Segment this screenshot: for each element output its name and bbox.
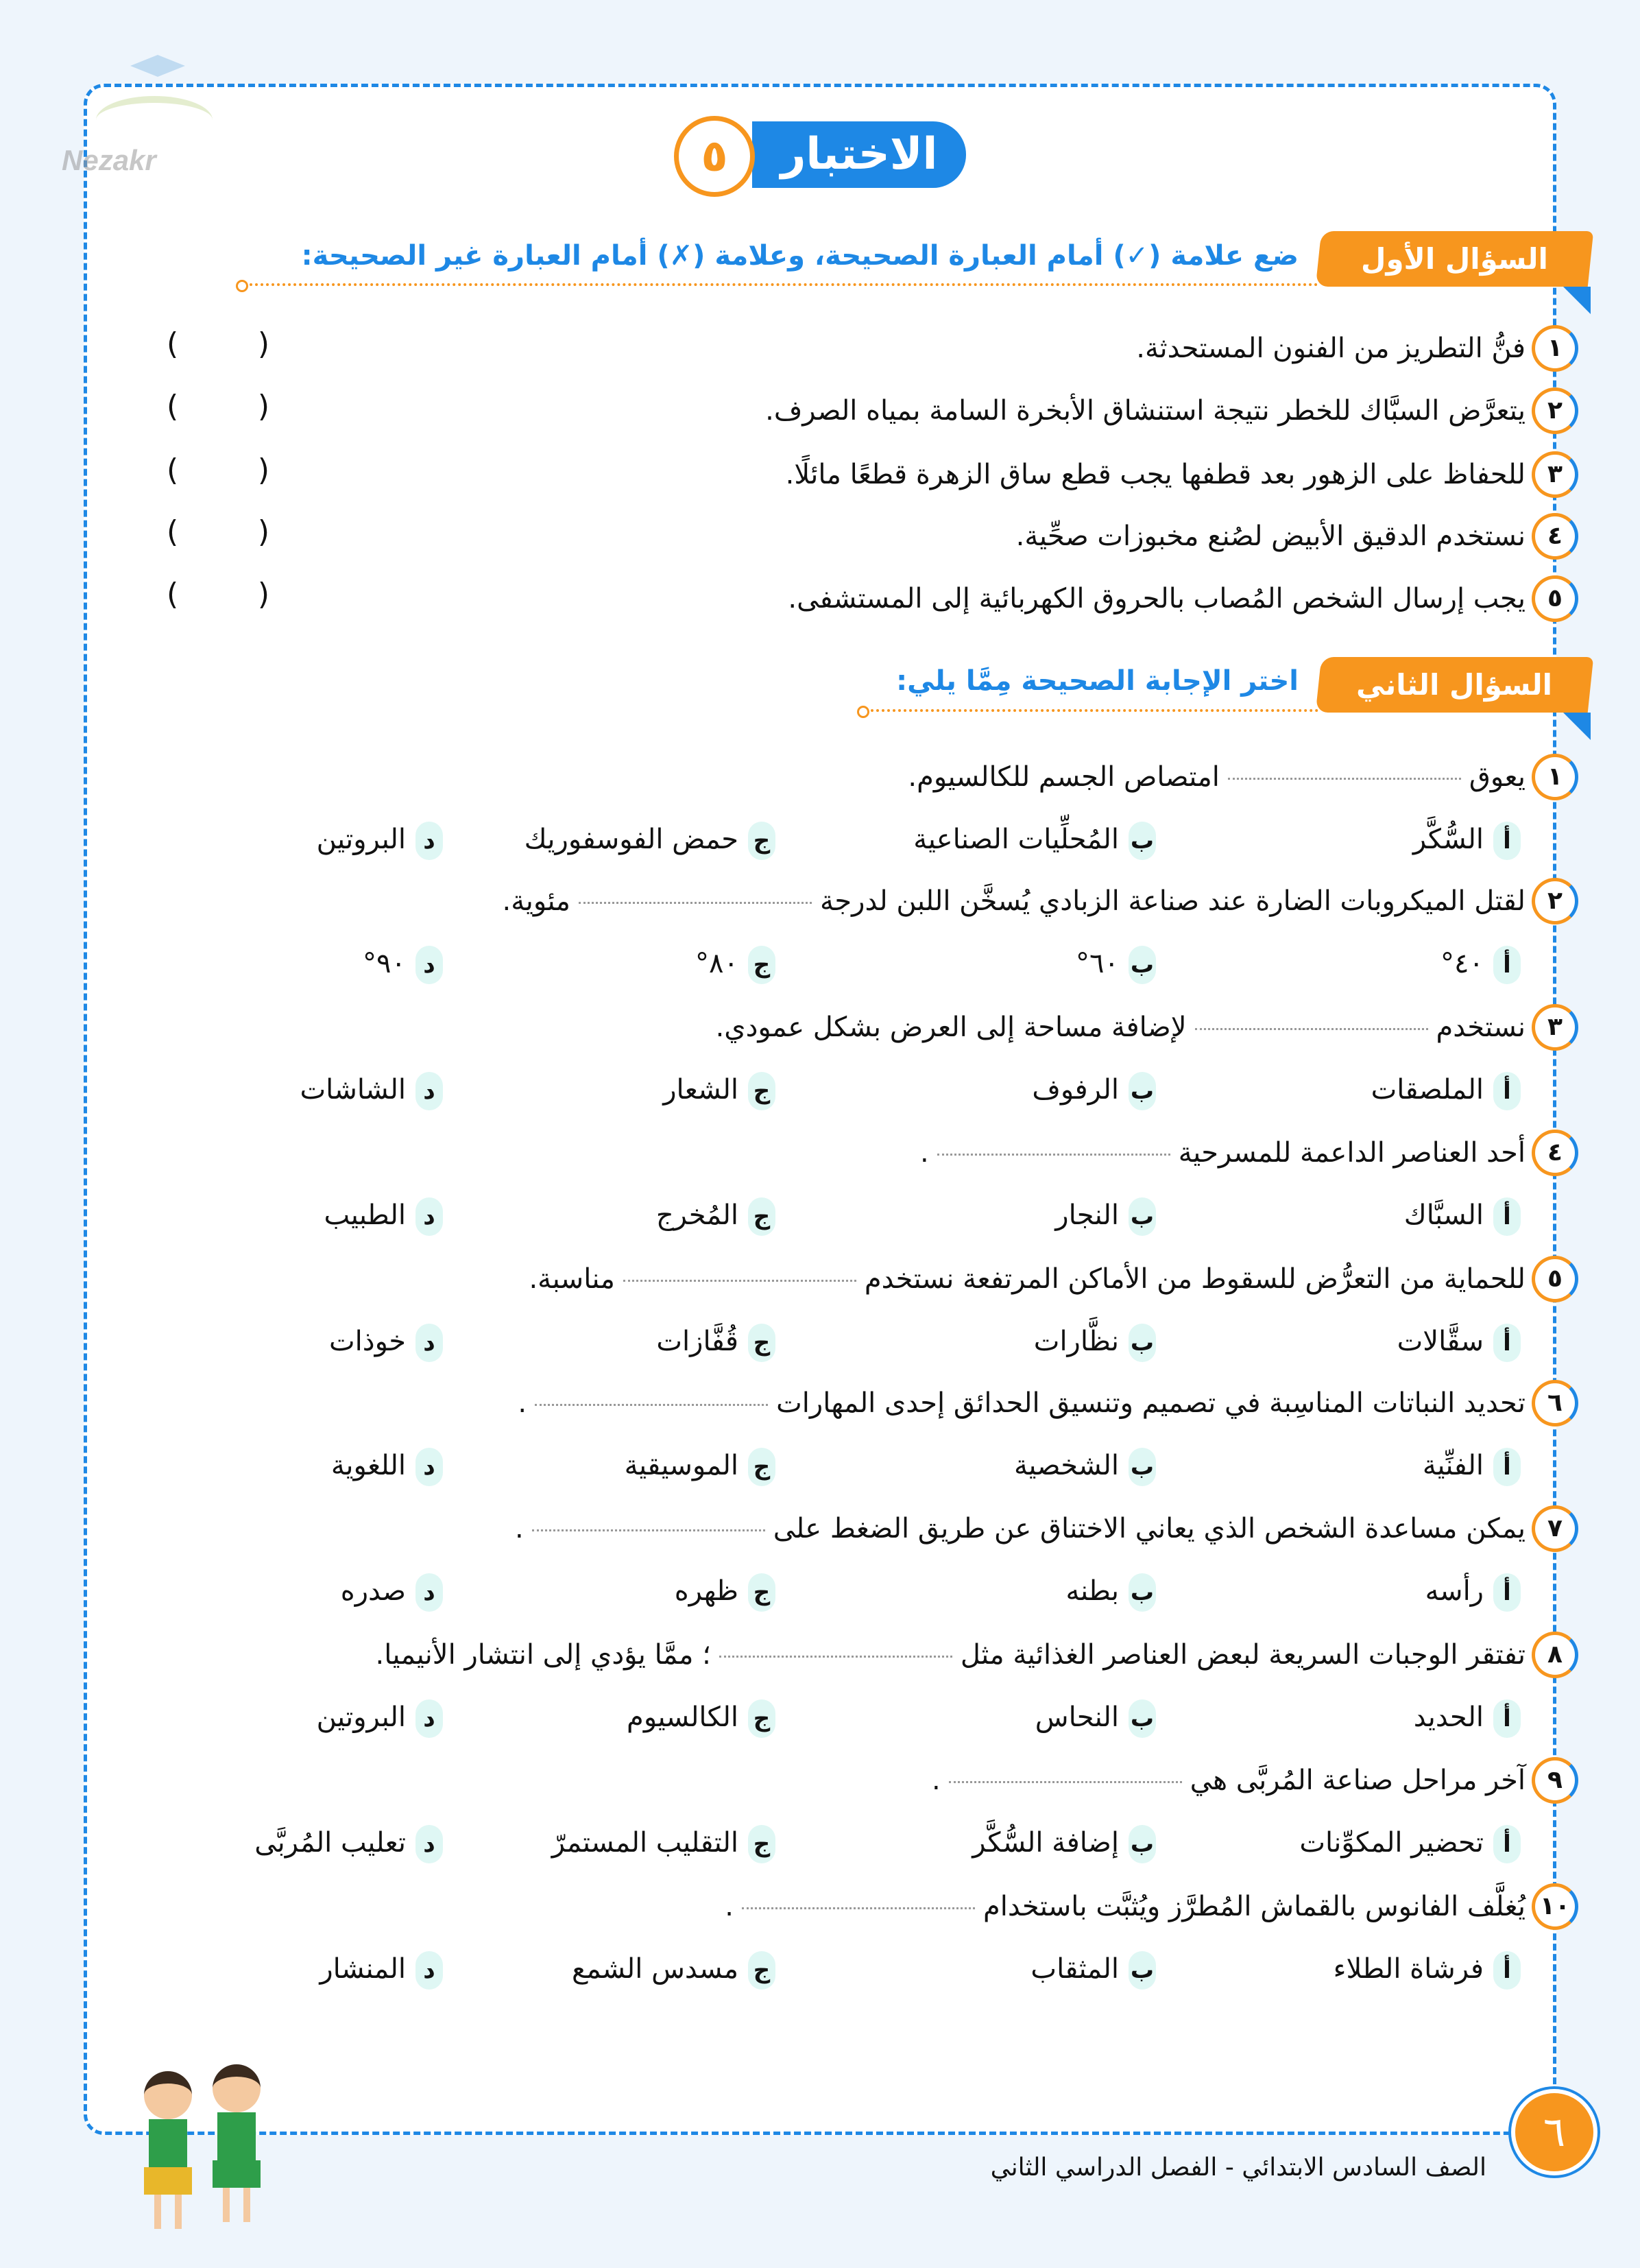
answer-blank[interactable] (1228, 778, 1461, 780)
question-text-after: ؛ ممَّا يؤدي إلى انتشار الأنيميا. (375, 1639, 711, 1671)
answer-option[interactable] (1397, 1321, 1521, 1362)
option-text: النجار (1055, 1199, 1119, 1231)
question-text (376, 1634, 1526, 1675)
question-text-before: يُغلَّف الفانوس بالقماش المُطرَّز ويُثبَّت باستخدام (983, 1891, 1526, 1922)
question-text (932, 1760, 1526, 1801)
option-letter: أ (1493, 1573, 1521, 1612)
option-text: ٨٠° (695, 948, 738, 979)
answer-option[interactable] (627, 1697, 775, 1738)
question-text-after: امتصاص الجسم للكالسيوم. (908, 761, 1220, 793)
option-letter: ب (1129, 1324, 1156, 1362)
option-text: الرفوف (1032, 1074, 1119, 1106)
answer-option[interactable] (552, 1822, 775, 1863)
option-text: إضافة السُّكَّر (972, 1827, 1119, 1859)
option-text: ٦٠° (1076, 948, 1119, 979)
answer-option[interactable] (254, 1822, 443, 1863)
paren-close: ) (257, 326, 269, 361)
question-text-after: . (931, 1765, 941, 1796)
paren-open: ( (167, 577, 179, 612)
answer-option[interactable] (1425, 1571, 1521, 1612)
question-number: ٣ (1532, 1004, 1578, 1051)
question-text-after: . (725, 1891, 734, 1922)
answer-option[interactable] (663, 1069, 775, 1110)
question-text-before: تفتقر الوجبات السريعة لبعض العناصر الغذائية مثل (960, 1639, 1526, 1671)
answer-option[interactable] (1404, 1195, 1521, 1236)
answer-option[interactable] (1371, 1069, 1521, 1110)
question-text (725, 1886, 1526, 1927)
option-text: الشعار (663, 1074, 738, 1106)
question-text-after: . (514, 1513, 524, 1544)
paren-close: ) (257, 389, 269, 424)
option-text: الشاشات (300, 1074, 406, 1106)
question-text-before: يمكن مساعدة الشخص الذي يعاني الاختناق عن طريق الضغط على (773, 1513, 1526, 1544)
answer-option[interactable] (319, 1948, 443, 1990)
divider-line (244, 283, 1318, 286)
option-text: اللغوية (330, 1450, 406, 1481)
divider-line (865, 709, 1318, 712)
option-text: سقَّالات (1397, 1326, 1484, 1357)
option-text: الحديد (1413, 1702, 1484, 1733)
option-text: البروتين (316, 824, 406, 855)
answer-option[interactable] (329, 1321, 443, 1362)
option-text: فرشاة الطلاء (1333, 1953, 1484, 1985)
option-text: صدره (340, 1575, 406, 1607)
answer-blank[interactable] (719, 1656, 952, 1658)
answer-option[interactable] (1066, 1571, 1156, 1612)
statement-text: للحفاظ على الزهور بعد قطفها يجب قطع ساق الزهرة قطعًا مائلًا. (785, 459, 1526, 490)
publisher-logo (55, 55, 254, 185)
question-text-before: نستخدم (1436, 1012, 1526, 1043)
option-text: ٤٠° (1440, 948, 1484, 979)
option-letter: ج (748, 1951, 775, 1990)
option-text: الشخصية (1013, 1450, 1119, 1481)
question-text (529, 1258, 1526, 1300)
answer-option[interactable] (625, 1445, 775, 1486)
answer-option[interactable] (1035, 1697, 1156, 1738)
paren-open: ( (167, 326, 179, 361)
question-number: ٥ (1532, 575, 1578, 622)
answer-option[interactable] (1423, 1445, 1521, 1486)
answer-option[interactable] (656, 1321, 775, 1362)
option-letter: ج (748, 1197, 775, 1236)
option-text: البروتين (316, 1702, 406, 1733)
statement-text: فنُّ التطريز من الفنون المستحدثة. (1136, 333, 1526, 364)
exam-title: الاختبار (752, 121, 966, 188)
answer-blank[interactable] (949, 1781, 1182, 1783)
answer-option[interactable] (1055, 1195, 1156, 1236)
option-letter: د (415, 822, 443, 860)
statement-text: يتعرَّض السبَّاك للخطر نتيجة استنشاق الأبخرة السامة بمياه الصرف. (765, 395, 1526, 427)
tab-corner (1563, 713, 1591, 740)
question-text-before: يعوق (1469, 761, 1526, 793)
answer-option[interactable] (1413, 819, 1521, 860)
answer-option[interactable] (572, 1948, 775, 1990)
question-number: ٤ (1532, 513, 1578, 560)
option-text: المنشار (319, 1953, 406, 1985)
question-number: ١٠ (1532, 1883, 1578, 1930)
divider-dot (857, 706, 869, 718)
option-letter: ب (1129, 1699, 1156, 1738)
statement-text: يجب إرسال الشخص المُصاب بالحروق الكهربائية إلى المستشفى. (788, 583, 1526, 614)
option-text: الفنِّية (1422, 1450, 1484, 1481)
question-text (503, 881, 1526, 922)
answer-option[interactable] (1076, 943, 1156, 984)
question-number: ٨ (1532, 1632, 1578, 1678)
question-number: ٥ (1532, 1256, 1578, 1302)
page-number: ٦ (1515, 2093, 1593, 2171)
option-letter: ج (748, 946, 775, 984)
question-text-before: تحديد النباتات المناسِبة في تصميم وتنسيق الحدائق إحدى المهارات (776, 1387, 1526, 1419)
option-text: حمض الفوسفوريك (524, 824, 738, 855)
answer-option[interactable] (341, 1571, 443, 1612)
question-number: ٢ (1532, 878, 1578, 924)
answer-option[interactable] (524, 819, 775, 860)
option-letter: د (415, 946, 443, 984)
option-letter: أ (1493, 1197, 1521, 1236)
answer-blank[interactable] (532, 1529, 765, 1531)
answer-parentheses[interactable] (167, 453, 269, 488)
option-letter: د (415, 1573, 443, 1612)
answer-parentheses[interactable] (167, 514, 269, 549)
question-text-before: أحد العناصر الداعمة للمسرحية (1178, 1137, 1526, 1169)
question-text (716, 1007, 1526, 1048)
divider-dot (236, 280, 248, 292)
answer-option[interactable] (317, 819, 443, 860)
question-text-before: للحماية من التعرُّض للسقوط من الأماكن المرتفعة نستخدم (864, 1263, 1526, 1295)
option-text: الكالسيوم (627, 1702, 738, 1733)
answer-blank[interactable] (1195, 1028, 1428, 1030)
option-text: الموسيقية (624, 1450, 738, 1481)
answer-option[interactable] (1030, 1948, 1156, 1990)
answer-option[interactable] (913, 819, 1156, 860)
option-text: قُفَّازات (656, 1326, 738, 1357)
question-number: ١ (1532, 754, 1578, 800)
paren-close: ) (257, 577, 269, 612)
paren-open: ( (167, 453, 179, 488)
option-text: النحاس (1035, 1702, 1119, 1733)
option-letter: د (415, 1197, 443, 1236)
option-letter: أ (1493, 822, 1521, 860)
answer-option[interactable] (363, 943, 443, 984)
question-text (908, 756, 1526, 798)
option-letter: ب (1129, 1448, 1156, 1486)
option-letter: أ (1493, 946, 1521, 984)
option-text: السُّكَّر (1412, 824, 1484, 855)
answer-option[interactable] (656, 1195, 775, 1236)
question-number: ٤ (1532, 1130, 1578, 1176)
option-text: السبَّاك (1403, 1199, 1484, 1231)
answer-option[interactable] (1034, 1321, 1156, 1362)
answer-parentheses[interactable] (167, 389, 269, 424)
option-letter: أ (1493, 1825, 1521, 1863)
question-text (518, 1383, 1526, 1424)
option-letter: ب (1129, 1573, 1156, 1612)
question-2-instruction: اختر الإجابة الصحيحة مِمَّا يلي: (896, 665, 1299, 697)
option-text: الطبيب (324, 1199, 406, 1231)
question-text (920, 1132, 1526, 1173)
question-number: ١ (1532, 325, 1578, 372)
question-text (515, 1508, 1526, 1549)
question-number: ٧ (1532, 1505, 1578, 1552)
answer-option[interactable] (1032, 1069, 1156, 1110)
option-letter: ج (748, 1448, 775, 1486)
answer-option[interactable] (972, 1822, 1156, 1863)
question-2-tab: السؤال الثاني (1316, 657, 1594, 713)
option-letter: أ (1493, 1448, 1521, 1486)
question-number: ٢ (1532, 387, 1578, 434)
option-text: تحضير المكوِّنات (1299, 1827, 1484, 1859)
answer-parentheses[interactable] (167, 577, 269, 612)
question-number: ٦ (1532, 1380, 1578, 1427)
paren-close: ) (257, 514, 269, 549)
answer-option[interactable] (1334, 1948, 1521, 1990)
question-text-after: . (920, 1137, 929, 1169)
option-letter: ج (748, 822, 775, 860)
paren-open: ( (167, 514, 179, 549)
option-text: تعليب المُربَّى (254, 1827, 406, 1859)
question-text-after: مئوية. (502, 885, 570, 917)
option-letter: أ (1493, 1324, 1521, 1362)
question-1-instruction: ضع علامة (✓) أمام العبارة الصحيحة، وعلامة (✗) أمام العبارة غير الصحيحة: (301, 240, 1299, 272)
option-letter: ج (748, 1573, 775, 1612)
answer-option[interactable] (695, 943, 775, 984)
option-text: المثقاب (1030, 1953, 1119, 1985)
option-text: بطنه (1065, 1575, 1119, 1607)
answer-option[interactable] (1014, 1445, 1156, 1486)
book-icon (96, 96, 213, 144)
answer-parentheses[interactable] (167, 326, 269, 361)
option-letter: د (415, 1072, 443, 1110)
option-text: ظهره (674, 1575, 738, 1607)
question-text-after: . (518, 1387, 527, 1419)
option-text: خوذات (329, 1326, 406, 1357)
answer-blank[interactable] (535, 1404, 768, 1406)
option-text: نظَّارات (1033, 1326, 1119, 1357)
option-letter: د (415, 1448, 443, 1486)
question-number: ٣ (1532, 451, 1578, 498)
answer-blank[interactable] (937, 1154, 1170, 1156)
option-text: ٩٠° (363, 948, 406, 979)
option-letter: أ (1493, 1699, 1521, 1738)
footer-text: الصف السادس الابتدائي - الفصل الدراسي الثاني (990, 2153, 1486, 2182)
option-letter: ج (748, 1072, 775, 1110)
option-text: مسدس الشمع (571, 1953, 738, 1985)
option-letter: ب (1129, 1072, 1156, 1110)
question-text-after: مناسبة. (529, 1263, 615, 1295)
answer-option[interactable] (324, 1195, 443, 1236)
kids-illustration (117, 2057, 309, 2222)
answer-blank[interactable] (742, 1907, 975, 1909)
option-letter: ج (748, 1825, 775, 1863)
option-letter: ج (748, 1324, 775, 1362)
option-letter: د (415, 1951, 443, 1990)
answer-option[interactable] (317, 1697, 443, 1738)
answer-option[interactable] (300, 1069, 443, 1110)
answer-option[interactable] (1414, 1697, 1521, 1738)
answer-option[interactable] (675, 1571, 775, 1612)
option-letter: ب (1129, 1825, 1156, 1863)
question-text-after: لإضافة مساحة إلى العرض بشكل عمودي. (715, 1012, 1187, 1043)
question-text-before: لقتل الميكروبات الضارة عند صناعة الزبادي يُسخَّن اللبن لدرجة (819, 885, 1526, 917)
option-text: المُحلِّيات الصناعية (913, 824, 1119, 855)
answer-blank[interactable] (623, 1280, 856, 1282)
tab-corner (1563, 287, 1591, 314)
exam-number: ٥ (674, 116, 755, 197)
option-text: رأسه (1425, 1575, 1484, 1607)
option-letter: ب (1129, 946, 1156, 984)
logo-text: Nezakr (62, 144, 156, 176)
question-text-before: آخر مراحل صناعة المُربَّى هي (1190, 1765, 1526, 1796)
option-letter: أ (1493, 1951, 1521, 1990)
question-number: ٩ (1532, 1757, 1578, 1804)
option-letter: د (415, 1324, 443, 1362)
statement-text: نستخدم الدقيق الأبيض لصُنع مخبوزات صحِّية. (1015, 521, 1526, 552)
graduation-cap-icon (130, 55, 185, 82)
option-letter: ج (748, 1699, 775, 1738)
answer-option[interactable] (1440, 943, 1521, 984)
answer-option[interactable] (1299, 1822, 1521, 1863)
option-letter: د (415, 1825, 443, 1863)
option-text: المُخرج (655, 1199, 738, 1231)
option-letter: ب (1129, 822, 1156, 860)
option-letter: أ (1493, 1072, 1521, 1110)
paren-close: ) (257, 453, 269, 488)
option-letter: د (415, 1699, 443, 1738)
paren-open: ( (167, 389, 179, 424)
answer-blank[interactable] (579, 902, 812, 904)
option-letter: ب (1129, 1197, 1156, 1236)
option-letter: ب (1129, 1951, 1156, 1990)
answer-option[interactable] (331, 1445, 443, 1486)
option-text: الملصقات (1371, 1074, 1484, 1106)
question-1-tab: السؤال الأول (1316, 231, 1594, 287)
option-text: التقليب المستمرّ (551, 1827, 738, 1859)
